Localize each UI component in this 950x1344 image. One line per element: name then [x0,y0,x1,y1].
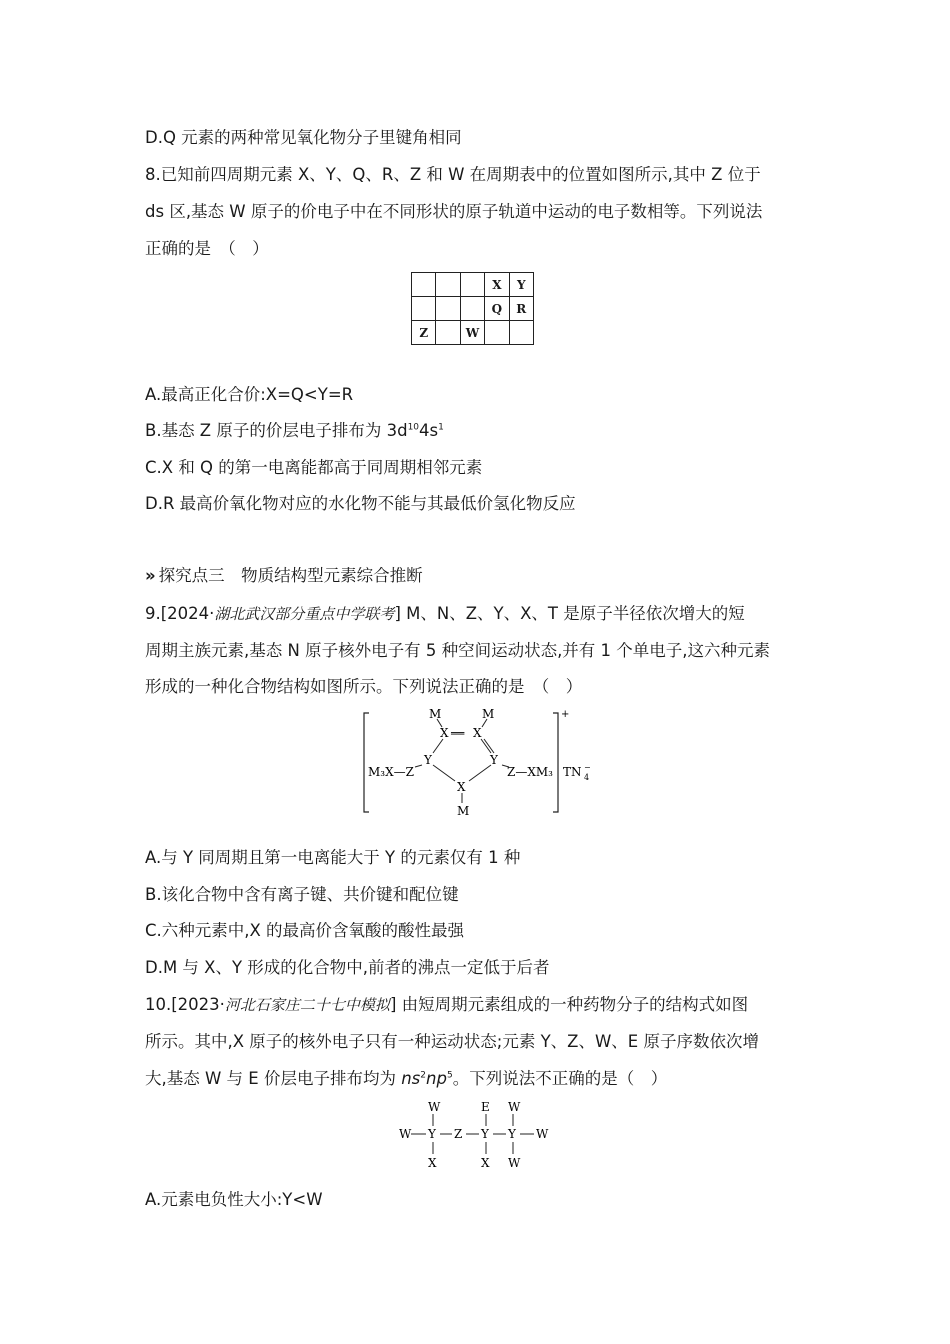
atom-label: X [440,726,449,740]
q10-number: 10.[2023· [145,995,225,1014]
q8-option-b-sup1: 10 [407,422,420,433]
pt-cell [436,273,460,297]
pt-cell [436,321,460,345]
group-label: Z—XM₃ [507,765,553,779]
pt-cell-w: W [460,321,484,345]
pt-cell [509,321,533,345]
q10-sup2: 5 [446,1070,453,1081]
atom-label: X [457,780,466,794]
q8-stem-line2: ds 区,基态 W 原子的价电子中在不同形状的原子轨道中运动的电子数相等。下列说法 [145,202,763,221]
q8-option-b-sup2: 1 [438,422,444,433]
pt-cell [485,321,509,345]
q10-stem-text-end: 。下列说法不正确的是（ ） [452,1069,668,1088]
charge-label: + [561,709,570,720]
pt-row [412,273,534,297]
q10-structure-figure [395,1098,555,1172]
atom-label: W [508,1156,521,1170]
q7-option-d: D.Q 元素的两种常见氧化物分子里键角相同 [145,128,462,147]
bond [433,765,455,781]
q9-stem-text: ] M、N、Z、Y、X、T 是原子半径依次增大的短 [394,604,745,623]
q10-sup1: 2 [420,1070,427,1081]
atom-label: W [508,1100,521,1114]
pt-cell [412,297,436,321]
atom-label: E [481,1100,490,1114]
q10-stem-text: ] 由短周期元素组成的一种药物分子的结构式如图 [389,995,749,1014]
atom-label: M [429,707,442,721]
right-bracket [553,713,558,812]
double-chevron-icon: » [145,566,153,585]
bond [469,765,491,781]
q10-stem-line3 [145,1068,667,1090]
q10-stem-text: 大,基态 W 与 E 价层电子排布均为 [145,1069,402,1088]
atom-label: Y [508,1127,516,1141]
q9-stem-line2: 周期主族元素,基态 N 原子核外电子有 5 种空间运动状态,并有 1 个单电子,这六种元素 [145,641,771,660]
q10-source: 河北石家庄二十七中模拟 [224,996,390,1014]
bond [415,765,422,767]
atom-label: X [481,1156,490,1170]
atom-label: X [428,1156,437,1170]
pt-row [412,297,534,321]
counter-ion-sub: 4 [584,773,590,782]
pt-cell-x: X [485,273,509,297]
q8-option-b-text: B.基态 Z 原子的价层电子排布为 3d [145,421,408,440]
bond [433,739,443,753]
atom-label: M [482,707,495,721]
atom-label: Y [428,1127,436,1141]
q9-structure-figure [360,705,600,817]
q8-option-a: A.最高正化合价:X=Q<Y=R [145,385,354,404]
q10-np: np [426,1069,447,1088]
q8-option-c: C.X 和 Q 的第一电离能都高于同周期相邻元素 [145,458,483,477]
double-bond: ══ [451,727,465,740]
q8-option-b-mid: 4s [419,421,439,440]
q8-stem-line1: 8.已知前四周期元素 X、Y、Q、R、Z 和 W 在周期表中的位置如图所示,其中 Z 位于 [145,165,761,184]
q10-stem-line2: 所示。其中,X 原子的核外电子只有一种运动状态;元素 Y、Z、W、E 原子序数依次增 [145,1032,759,1051]
atom-label: W [399,1127,412,1141]
atom-label: Y [424,753,432,767]
left-bracket [364,713,369,812]
pt-cell [460,297,484,321]
q9-option-d: D.M 与 X、Y 形成的化合物中,前者的沸点一定低于后者 [145,958,550,977]
q9-stem-line1 [145,603,745,625]
pt-cell [412,273,436,297]
atom-label: Z [454,1127,463,1141]
counter-ion-sup: − [584,763,591,772]
pt-cell [460,273,484,297]
pt-cell [436,297,460,321]
q10-ns: ns [401,1069,421,1088]
q9-stem-line3: 形成的一种化合物结构如图所示。下列说法正确的是 （ ） [145,677,583,696]
periodic-table-figure [411,272,534,345]
group-label: M₃X—Z [368,765,414,779]
atom-label: W [536,1127,549,1141]
pt-cell-z: Z [412,321,436,345]
q9-number: 9.[2024· [145,604,215,623]
atom-label: M [457,804,470,817]
pt-cell-r: R [509,297,533,321]
q9-option-c: C.六种元素中,X 的最高价含氧酸的酸性最强 [145,921,465,940]
pt-cell-q: Q [485,297,509,321]
atom-label: Y [481,1127,489,1141]
q8-option-b [145,420,444,442]
q8-option-d: D.R 最高价氧化物对应的水化物不能与其最低价氢化物反应 [145,494,576,513]
atom-label: Y [490,753,498,767]
counter-ion: TN [563,765,582,779]
pt-cell-y: Y [509,273,533,297]
section-title: 探究点三 物质结构型元素综合推断 [158,566,423,585]
q9-option-a: A.与 Y 同周期且第一电离能大于 Y 的元素仅有 1 种 [145,848,521,867]
q10-stem-line1 [145,994,748,1016]
q10-option-a: A.元素电负性大小:Y<W [145,1190,323,1209]
atom-label: X [473,726,482,740]
pt-row [412,321,534,345]
q9-option-b: B.该化合物中含有离子键、共价键和配位键 [145,885,459,904]
section-heading [145,565,423,587]
q8-stem-line3: 正确的是 （ ） [145,239,269,258]
atom-label: W [428,1100,441,1114]
q9-source: 湖北武汉部分重点中学联考 [214,605,395,623]
